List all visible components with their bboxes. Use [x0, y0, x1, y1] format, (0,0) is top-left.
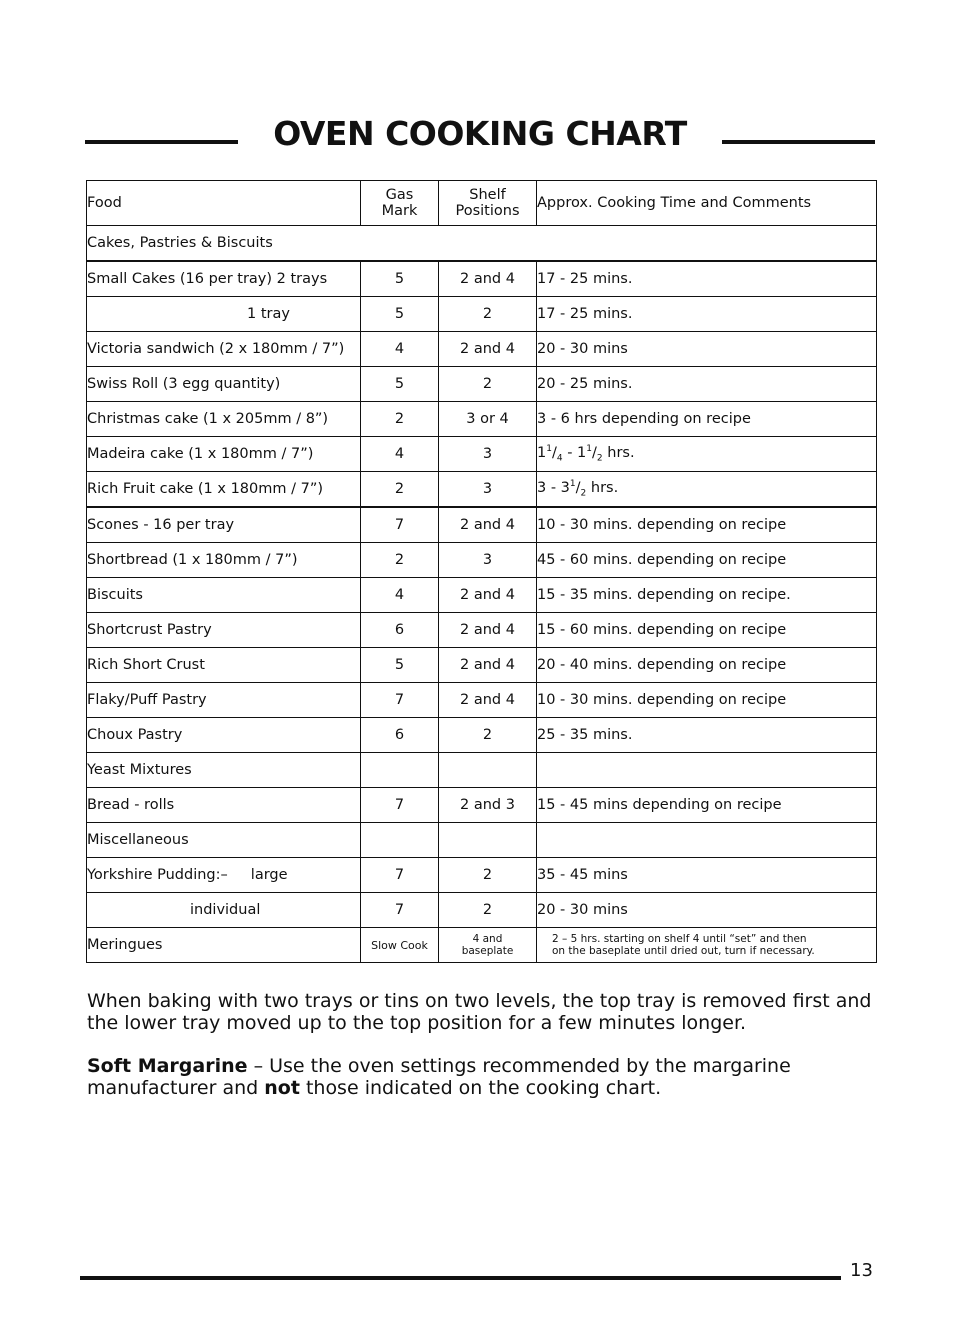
food-cell: Shortcrust Pastry — [87, 613, 361, 648]
time-cell: 10 - 30 mins. depending on recipe — [537, 507, 877, 543]
gas-cell: Slow Cook — [361, 928, 439, 963]
shelf-cell: 3 — [439, 437, 537, 472]
time-cell: 17 - 25 mins. — [537, 261, 877, 297]
time-cell: 45 - 60 mins. depending on recipe — [537, 543, 877, 578]
shelf-cell: 2 — [439, 858, 537, 893]
shelf-cell: 2 and 4 — [439, 507, 537, 543]
time-cell: 17 - 25 mins. — [537, 297, 877, 332]
empty-cell — [439, 753, 537, 788]
food-cell: Rich Fruit cake (1 x 180mm / 7”) — [87, 472, 361, 508]
gas-cell: 7 — [361, 893, 439, 928]
shelf-cell: 2 and 4 — [439, 332, 537, 367]
empty-cell — [537, 823, 877, 858]
table-row — [87, 367, 877, 402]
gas-cell: 4 — [361, 578, 439, 613]
gas-cell: 7 — [361, 788, 439, 823]
note-two-trays: When baking with two trays or tins on two levels, the top tray is removed first and the lower tray moved up to the top position for a few minutes longer. — [87, 990, 872, 1034]
food-cell: individual — [87, 893, 361, 928]
food-cell: Shortbread (1 x 180mm / 7”) — [87, 543, 361, 578]
table-row — [87, 507, 877, 543]
time-cell: 10 - 30 mins. depending on recipe — [537, 683, 877, 718]
shelf-cell: 2 — [439, 893, 537, 928]
gas-cell: 6 — [361, 718, 439, 753]
section-row-miscellaneous — [87, 823, 877, 858]
shelf-cell: 2 and 4 — [439, 261, 537, 297]
gas-cell: 5 — [361, 648, 439, 683]
table-row — [87, 613, 877, 648]
food-cell: Victoria sandwich (2 x 180mm / 7”) — [87, 332, 361, 367]
time-cell: 20 - 30 mins — [537, 332, 877, 367]
table-row — [87, 261, 877, 297]
time-cell: 35 - 45 mins — [537, 858, 877, 893]
gas-cell: 7 — [361, 858, 439, 893]
food-cell: Swiss Roll (3 egg quantity) — [87, 367, 361, 402]
shelf-cell: 2 — [439, 297, 537, 332]
food-cell: Christmas cake (1 x 205mm / 8”) — [87, 402, 361, 437]
table-row — [87, 648, 877, 683]
food-cell: Meringues — [87, 928, 361, 963]
gas-cell: 5 — [361, 261, 439, 297]
header-cooking-time: Approx. Cooking Time and Comments — [537, 181, 877, 226]
table-row — [87, 402, 877, 437]
shelf-cell: 3 — [439, 543, 537, 578]
shelf-cell: 2 and 4 — [439, 578, 537, 613]
empty-cell — [361, 753, 439, 788]
section-label: Yeast Mixtures — [87, 753, 361, 788]
empty-cell — [439, 823, 537, 858]
note-soft-margarine: Soft Margarine – Use the oven settings recommended by the margarine manufacturer and not those indicated on the cooking chart. — [87, 1055, 791, 1099]
gas-cell: 6 — [361, 613, 439, 648]
gas-cell: 2 — [361, 543, 439, 578]
shelf-cell: 2 and 3 — [439, 788, 537, 823]
time-cell: 20 - 40 mins. depending on recipe — [537, 648, 877, 683]
time-cell: 15 - 35 mins. depending on recipe. — [537, 578, 877, 613]
table-row — [87, 788, 877, 823]
time-cell: $1^1/_4 - 1^1/_2$ hrs. — [537, 437, 877, 472]
food-cell: Flaky/Puff Pastry — [87, 683, 361, 718]
gas-cell: 2 — [361, 402, 439, 437]
shelf-cell: 2 and 4 — [439, 648, 537, 683]
table-row — [87, 543, 877, 578]
table-header-row — [87, 181, 877, 226]
gas-cell: 4 — [361, 437, 439, 472]
table-row — [87, 332, 877, 367]
time-cell: 25 - 35 mins. — [537, 718, 877, 753]
time-cell: $3 - 3^1/_2$ hrs. — [537, 472, 877, 508]
food-cell: Small Cakes (16 per tray) 2 trays — [87, 261, 361, 297]
shelf-cell: 2 and 4 — [439, 613, 537, 648]
empty-cell — [537, 753, 877, 788]
header-shelf-positions: Shelf Positions — [439, 181, 537, 226]
table-row — [87, 683, 877, 718]
time-cell: 2 – 5 hrs. starting on shelf 4 until “set” and then on the baseplate until dried out, turn if necessary. — [537, 928, 877, 963]
empty-cell — [361, 823, 439, 858]
table-row — [87, 437, 877, 472]
gas-cell: 7 — [361, 507, 439, 543]
section-row-yeast — [87, 753, 877, 788]
food-cell: Yorkshire Pudding:– large — [87, 858, 361, 893]
shelf-cell: 2 — [439, 367, 537, 402]
table-row — [87, 297, 877, 332]
shelf-cell: 2 and 4 — [439, 683, 537, 718]
time-cell: 15 - 60 mins. depending on recipe — [537, 613, 877, 648]
header-gas-mark: Gas Mark — [361, 181, 439, 226]
time-cell: 20 - 30 mins — [537, 893, 877, 928]
food-cell: Bread - rolls — [87, 788, 361, 823]
gas-cell: 7 — [361, 683, 439, 718]
gas-cell: 2 — [361, 472, 439, 508]
shelf-cell: 3 — [439, 472, 537, 508]
table-row — [87, 718, 877, 753]
food-cell: Biscuits — [87, 578, 361, 613]
footer-rule — [80, 1276, 841, 1280]
table-row — [87, 893, 877, 928]
time-cell: 15 - 45 mins depending on recipe — [537, 788, 877, 823]
section-row-cakes — [87, 226, 877, 262]
gas-cell: 5 — [361, 367, 439, 402]
food-cell: Madeira cake (1 x 180mm / 7”) — [87, 437, 361, 472]
food-cell: Rich Short Crust — [87, 648, 361, 683]
page-title: OVEN COOKING CHART — [273, 114, 687, 153]
table-row — [87, 858, 877, 893]
food-cell: Scones - 16 per tray — [87, 507, 361, 543]
time-cell: 3 - 6 hrs depending on recipe — [537, 402, 877, 437]
gas-cell: 4 — [361, 332, 439, 367]
title-rule-left — [85, 140, 238, 144]
table-row — [87, 472, 877, 508]
table-row — [87, 928, 877, 963]
shelf-cell: 3 or 4 — [439, 402, 537, 437]
food-cell: 1 tray — [87, 297, 361, 332]
time-cell: 20 - 25 mins. — [537, 367, 877, 402]
table-row — [87, 578, 877, 613]
title-rule-right — [722, 140, 875, 144]
shelf-cell: 4 and baseplate — [439, 928, 537, 963]
page-number: 13 — [850, 1260, 873, 1281]
oven-cooking-table — [86, 180, 877, 963]
gas-cell: 5 — [361, 297, 439, 332]
header-food: Food — [87, 181, 361, 226]
section-label: Cakes, Pastries & Biscuits — [87, 226, 877, 262]
food-cell: Choux Pastry — [87, 718, 361, 753]
section-label: Miscellaneous — [87, 823, 361, 858]
shelf-cell: 2 — [439, 718, 537, 753]
